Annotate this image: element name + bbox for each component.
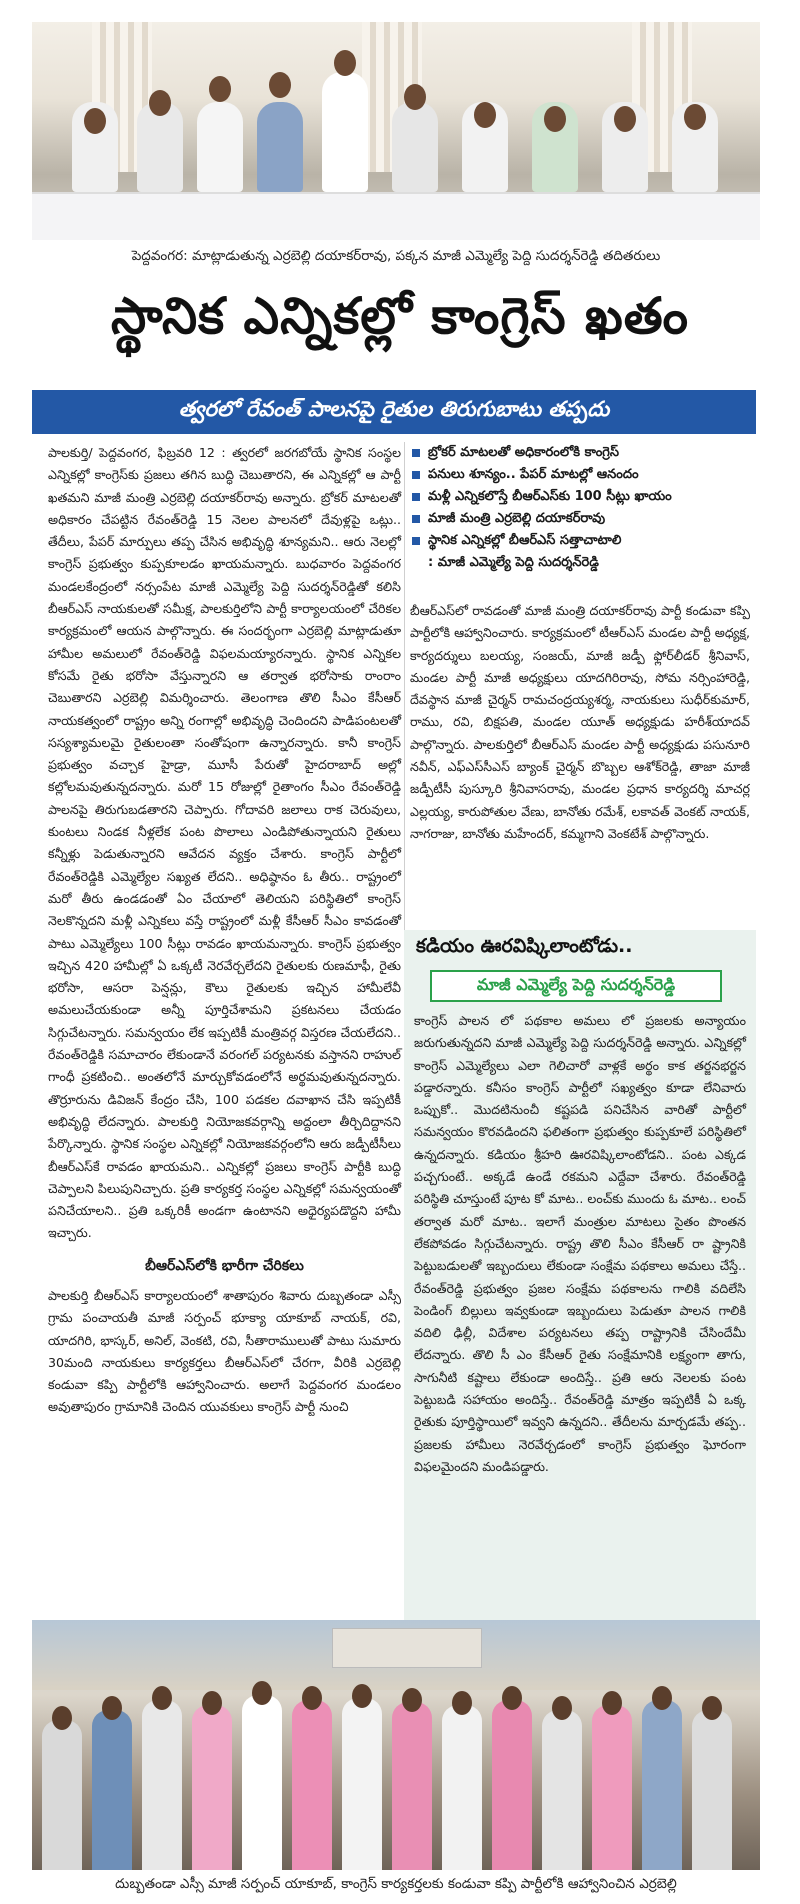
highlight-item: మళ్లీ ఎన్నికలొస్తే బీఆర్ఎస్‌కు 100 సీట్లు ఖాయం <box>410 486 752 508</box>
column-divider <box>404 442 405 930</box>
right-column-upper <box>410 600 750 845</box>
highlights-list <box>410 442 752 574</box>
highlight-item: బ్రోకర్ మాటలతో అధికారంలోకి కాంగ్రెస్ <box>410 442 752 464</box>
subheadline-banner: త్వరలో రేవంత్ పాలనపై రైతుల తిరుగుబాటు తప్పదు <box>32 390 756 434</box>
highlight-item: మాజీ మంత్రి ఎర్రబెల్లి దయాకర్‌రావు <box>410 508 752 530</box>
left-paragraph-1: పాలకుర్తి/ పెద్దవంగర, ఫిబ్రవరి 12 : త్వరలో జరగబోయే స్థానిక సంస్థల ఎన్నికల్లో కాంగ్రెస్‌కు ప్రజలు తగిన బుద్ధి చెబుతారని, ఈ ఎన్నికల్లో ఆ పార్టీ ఖతమని మాజీ మంత్రి ఎర్రబెల్లి దయాకర్‌రావు అన్నారు. బ్రోకర్ మాటలతో అధికారం చేపట్టిన రేవంత్‌రెడ్డి 15 నెలల పాలనలో దేవుళ్లపై ఒట్లు.. తేదీలు, పేపర్ మార్పులు తప్ప చేసిన అభివృద్ధి శూన్యమని.. ఆరు నెలల్లో కాంగ్రెస్ ప్రభుత్వం కుప్పకూలడం ఖాయమన్నారు. బుధవారం పెద్దవంగర మండలకేంద్రంలో నర్సంపేట మాజీ ఎమ్మెల్యే పెద్ది సుదర్శన్‌రెడ్డితో కలిసి బీఆర్ఎస్ నాయకులతో సమీక్ష, పాలకుర్తిలోని పార్టీ కార్యాలయంలో చేరికల కార్యక్రమంలో ఆయన పాల్గొన్నారు. ఈ సందర్భంగా ఎర్రబెల్లి మాట్లాడుతూ హామీల అమలులో రేవంత్‌రెడ్డి విఫలమయ్యారన్నారు. స్థానిక ఎన్నికల కోసమే రైతు భరోసా వేస్తున్నారని ఆ తర్వాత భరోసాకు రాంరాం చెబుతారని ఎర్రబెల్లి విమర్శించారు. తెలంగాణ తొలి సీఎం కేసీఆర్ నాయకత్వంలో రాష్ట్రం అన్ని రంగాల్లో అభివృద్ధి చెందిందని పాడిపంటలతో సస్యశ్యామలమై రైతులంతా సంతోషంగా ఉన్నారన్నారు. కానీ కాంగ్రెస్ ప్రభుత్వం వచ్చాక హైడ్రా, మూసీ పేరుతో హైదరాబాద్ అల్లో కల్లోలమవుతున్నదన్నారు. మరో 15 రోజుల్లో రైతాంగం సీఎం రేవంత్‌రెడ్డి పాలనపై తిరుగుబడతారని చెప్పారు. గోదావరి జలాలు రాక చెరువులు, కుంటలు నిండక నీళ్లలేక పంట పొలాలు ఎండిపోతున్నాయని రైతులు కన్నీళ్లు పెడుతున్నారని ఆవేదన వ్యక్తం చేశారు. కాంగ్రెస్ పార్టీలో రేవంత్‌రెడ్డికి ఎమ్మెల్యేల సఖ్యత లేదని.. అధిష్ఠానం ఓ తీరు.. రాష్ట్రంలో మరో తీరు ఉండడంతో ఏం చేయాలో తెలియని పరిస్థితిలో కాంగ్రెస్ నెలకొన్నదని మళ్లీ ఎన్నికలు వస్తే రాష్ట్రంలో మళ్లీ కేసీఆర్ సీఎం కావడంతో పాటు ఎమ్మెల్యేలు 100 సీట్లు రావడం ఖాయమన్నారు. కాంగ్రెస్ ప్రభుత్వం ఇచ్చిన 420 హామీల్లో ఏ ఒక్కటీ నెరవేర్చలేదని రైతులకు రుణమాఫీ, రైతు భరోసా, ఆసరా పెన్షన్లు, కౌలు రైతులకు ఇచ్చిన హామీలేవీ అమలుచేయకుండా అన్నీ పూర్తిచేశామని ప్రకటనలు చేయడం సిగ్గుచేటన్నారు. సమన్వయం లేక ఇప్పటికీ మంత్రివర్గ విస్తరణ చేయలేదని.. రేవంత్‌రెడ్డికి సమాచారం లేకుండానే వరంగల్ పర్యటనకు వస్తానని రాహుల్ గాంధీ ప్రకటించి.. అంతలోనే మార్చుకోవడంలోనే అర్థమవుతున్నదన్నారు. తొర్రూరును డివిజన్ కేంద్రం చేసి, 100 పడకల దవాఖాన చేసి ఇప్పటికీ అభివృద్ధి లేదన్నారు. పాలకుర్తి నియోజకవర్గాన్ని అద్దంలా తీర్చిదిద్దానని పేర్కొన్నారు. స్థానిక సంస్థల ఎన్నికల్లో నియోజకవర్గంలోని ఆరు జడ్పీటీసీలు బీఆర్ఎస్‌కే రావడం ఖాయమని.. ఎన్నికల్లో ప్రజలు కాంగ్రెస్ పార్టీకి బుద్ధి చెప్పాలని పిలుపునిచ్చారు. ప్రతి కార్యకర్త సంస్థల ఎన్నికల్లో సమన్వయంతో పనిచేయాలని.. ప్రతి ఒక్కరికీ అండగా ఉంటానని అధైర్యపడొద్దని హామీ ఇచ్చారు. <box>48 445 401 1241</box>
top-photo <box>32 22 760 240</box>
bottom-photo <box>32 1620 760 1870</box>
highlight-item: స్థానిక ఎన్నికల్లో బీఆర్ఎస్ సత్తాచాటాలి <box>410 530 752 552</box>
right-paragraph-1: బీఆర్ఎస్‌లో రావడంతో మాజీ మంత్రి దయాకర్‌రావు పార్టీ కండువా కప్పి పార్టీలోకి ఆహ్వానించారు. కార్యక్రమంలో టీఆర్ఎస్ మండల పార్టీ అధ్యక్ష, కార్యదర్శులు బలయ్య, సంజయ్, మాజీ జడ్పీ ఫ్లోర్‌లీడర్ శ్రీనివాస్, మండల పార్టీ మాజీ అధ్యక్షులు యాదగిరిరావు, సోమ నర్సింహారెడ్డి, దేవస్థాన మాజీ చైర్మన్ రామచంద్రయ్యశర్మ, నాయకులు సుధీర్‌కుమార్, రాము, రవి, బిక్షపతి, మండల యూత్ అధ్యక్షుడు హరీశ్‌యాదవ్ పాల్గొన్నారు. పాలకుర్తిలో బీఆర్ఎస్ మండల పార్టీ అధ్యక్షుడు పసునూరి నవీన్, ఎఫ్‌ఎస్‌సీఎస్ బ్యాంక్ చైర్మన్ బొబ్బల ఆశోక్‌రెడ్డి, తాజా మాజీ జడ్పీటీసీ పుస్కూరి శ్రీనివాసరావు, మండల ప్రధాన కార్యదర్శి మాచర్ల ఎల్లయ్య, కారుపోతుల వేణు, బానోతు రమేశ్, లకావత్ వెంకట్ నాయక్, నాగరాజు, బానోతు మహేందర్, కమ్మగాని వెంకటేశ్ పాల్గొన్నారు. <box>410 603 750 841</box>
highlight-item: పనులు శూన్యం.. పేపర్ మాటల్లో ఆనందం <box>410 464 752 486</box>
left-paragraph-2: పాలకుర్తి బీఆర్ఎస్ కార్యాలయంలో శాతాపురం శివారు దుబ్బతండా ఎస్సీ గ్రామ పంచాయతీ మాజీ సర్పంచ్ భూక్యా యాకూబ్ నాయక్, రవి, యాదగిరి, భాస్కర్, అనిల్, వెంకటి, రవి, సీతారాములుతో పాటు సుమారు 30మంది నాయకులు కార్యకర్తలు బీఆర్ఎస్‌లో చేరగా, వీరికి ఎర్రబెల్లి కండువా కప్పి పార్టీలోకి ఆహ్వానించారు. అలాగే పెద్దవంగర మండలం అవుతాపురం గ్రామానికి చెందిన యువకులు కాంగ్రెస్ పార్టీ నుంచి <box>48 1287 401 1415</box>
right-paragraph-2: కాంగ్రెస్ పాలన లో పథకాల అమలు లో ప్రజలకు అన్యాయం జరుగుతున్నదని మాజీ ఎమ్మెల్యే పెద్ది సుదర్శన్‌రెడ్డి అన్నారు. ఎన్నికల్లో కాంగ్రెస్ ఎమ్మెల్యేలు ఎలా గెలిచారో వాళ్లకే అర్థం కాక తర్జనభర్జన పడ్డారన్నారు. కనీసం కాంగ్రెస్ పార్టీలో సఖ్యత్వం కూడా లేనివారు ఒప్పుకో.. మొదటినుంచీ కష్టపడి పనిచేసిన వారితో పార్టీలో సమన్వయం కొరవడిందని ఫలితంగా ప్రభుత్వం కుప్పకూలే పరిస్థితిలో ఉన్నదన్నారు. కడియం శ్రీహరి ఊరవిష్కిలాంటోడని.. పంట ఎక్కడ పచ్చగుంటే.. అక్కడే ఉండే రకమని ఎద్దేవా చేశారు. రేవంత్‌రెడ్డి పరిస్థితి చూస్తుంటే పూట కో మాట.. లంచ్‌కు ముందు ఓ మాట.. లంచ్ తర్వాత మరో మాట.. ఇలాగే మంత్రుల మాటలు సైతం పొంతన లేకపోవడం సిగ్గుచేటన్నారు. రాష్ట్ర తొలి సీఎం కేసీఆర్ రా ష్ట్రానికి పెట్టుబడులతో ఇబ్బందులు లేకుండా సంక్షేమ పథకాలు అమలు చేస్తే.. రేవంత్‌రెడ్డి ప్రభుత్వం ప్రజల సంక్షేమ పథకాలను గాలికి వదిలేసి పెండింగ్ బిల్లులు ఇవ్వకుండా ఇబ్బందులు పెడుతూ పాలన గాలికి వదిలి ఢిల్లీ, విదేశాల పర్యటనలు తప్ప రాష్ట్రానికి చేసిందేమీ లేదన్నారు. తొలి సీ ఎం కేసీఆర్ రైతు సంక్షేమానికి లక్ష్యంగా తాగు, సాగునీటి కష్టాలు లేకుండా అందిస్తే.. ప్రతి ఆరు నెలలకు పంట పెట్టుబడి సహాయం అందిస్తే.. రేవంత్‌రెడ్డి మాత్రం ఇప్పటికీ ఏ ఒక్క రైతుకు పూర్తిస్థాయిలో ఇవ్వని ఉన్నదని.. తేదీలను మార్చడమే తప్ప.. ప్రజలకు హామీలు నెరవేర్చడంలో కాంగ్రెస్ ప్రభుత్వం ఘోరంగా విఫలమైందని మండిపడ్డారు. <box>414 1013 746 1474</box>
top-photo-caption: పెద్దవంగర: మాట్లాడుతున్న ఎర్రబెల్లి దయాకర్‌రావు, పక్కన మాజీ ఎమ్మెల్యే పెద్ది సుదర్శన్‌రెడ్డి తదితరులు <box>131 248 661 264</box>
box-subheading: మాజీ ఎమ్మెల్యే పెద్ది సుదర్శన్‌రెడ్డి <box>430 970 722 1002</box>
section-heading: బీఆర్ఎస్‌లోకి భారీగా చేరికలు <box>145 1257 304 1274</box>
headline: స్థానిక ఎన్నికల్లో కాంగ్రెస్ ఖతం <box>110 287 690 345</box>
right-column-box-text <box>414 1010 746 1478</box>
left-column <box>48 442 401 1419</box>
highlight-item-continuation: : మాజీ ఎమ్మెల్యే పెద్ది సుదర్శన్‌రెడ్డి <box>428 555 599 570</box>
box-heading: కడియం ఊరవిష్కిలాంటోడు.. <box>416 935 633 957</box>
bottom-photo-caption: దుబ్బతండా ఎస్సీ మాజీ సర్పంచ్ యాకూబ్, కాంగ్రెస్ కార్యకర్తలకు కండువా కప్పి పార్టీలోకి ఆహ్వానించిన ఎర్రబెల్లి <box>115 1876 677 1892</box>
